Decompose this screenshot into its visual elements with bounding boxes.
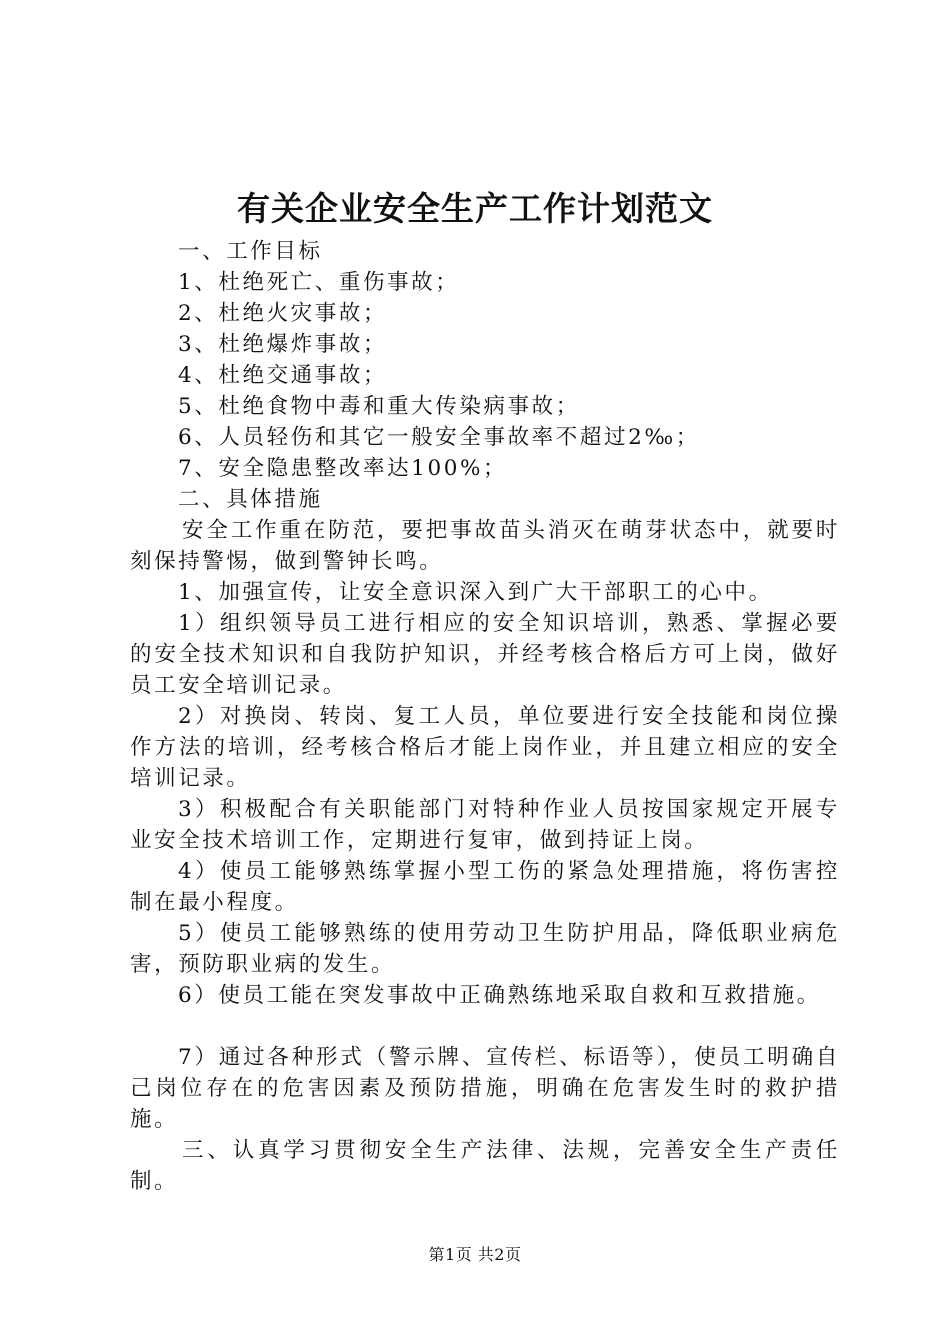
measure-subitem-2: 2）对换岗、转岗、复工人员，单位要进行安全技能和岗位操作方法的培训，经考核合格后才能上岗作业，并且建立相应的安全培训记录。 <box>130 704 840 791</box>
measures-intro-paragraph: 安全工作重在防范，要把事故苗头消灭在萌芽状态中，就要时刻保持警惕，做到警钟长鸣。 <box>130 518 840 574</box>
measure-subitem-4: 4）使员工能够熟练掌握小型工伤的紧急处理措施，将伤害控制在最小程度。 <box>130 859 840 915</box>
document-title: 有关企业安全生产工作计划范文 <box>237 189 713 228</box>
document-body <box>130 236 840 1197</box>
section-heading-laws: 三、认真学习贯彻安全生产法律、法规，完善安全生产责任制。 <box>130 1138 840 1194</box>
goal-item-2: 2、杜绝火灾事故； <box>178 301 388 326</box>
measure-subitem-7: 7）通过各种形式（警示牌、宣传栏、标语等），使员工明确自己岗位存在的危害因素及预防措施，明确在危害发生时的救护措施。 <box>130 1045 840 1132</box>
paragraph-spacer <box>130 1011 840 1042</box>
section-heading-goals: 一、工作目标 <box>178 239 323 264</box>
goal-item-4: 4、杜绝交通事故； <box>178 363 388 388</box>
goal-item-6: 6、人员轻伤和其它一般安全事故率不超过2‰； <box>178 425 700 450</box>
measure-item-1: 1、加强宣传，让安全意识深入到广大干部职工的心中。 <box>178 580 773 605</box>
measure-subitem-5: 5）使员工能够熟练的使用劳动卫生防护用品，降低职业病危害，预防职业病的发生。 <box>130 921 840 977</box>
goal-item-7: 7、安全隐患整改率达100%； <box>178 456 508 481</box>
measure-subitem-3: 3）积极配合有关职能部门对特种作业人员按国家规定开展专业安全技术培训工作，定期进行复审，做到持证上岗。 <box>130 797 840 853</box>
goal-item-1: 1、杜绝死亡、重伤事故； <box>178 270 460 295</box>
goal-item-3: 3、杜绝爆炸事故； <box>178 332 388 357</box>
page-number-footer: 第1页 共2页 <box>428 1245 522 1264</box>
goal-item-5: 5、杜绝食物中毒和重大传染病事故； <box>178 394 580 419</box>
measure-subitem-1: 1）组织领导员工进行相应的安全知识培训，熟悉、掌握必要的安全技术知识和自我防护知识，并经考核合格后方可上岗，做好员工安全培训记录。 <box>130 611 840 698</box>
section-heading-measures: 二、具体措施 <box>178 487 323 512</box>
measure-subitem-6: 6）使员工能在突发事故中正确熟练地采取自救和互救措施。 <box>178 983 821 1008</box>
